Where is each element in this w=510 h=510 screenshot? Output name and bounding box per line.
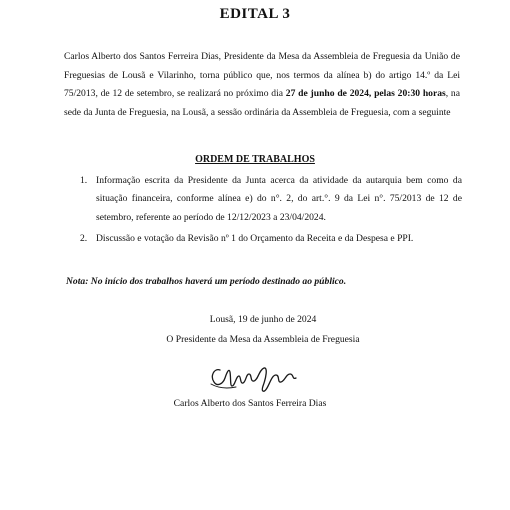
public-period-note: Nota: No início dos trabalhos haverá um período destinado ao público.	[66, 276, 347, 287]
agenda-item	[80, 172, 462, 227]
agenda-item-text: Discussão e votação da Revisão nº 1 do Orçamento da Receita e da Despesa e PPI.	[96, 233, 414, 245]
agenda-list	[80, 172, 462, 249]
handwritten-signature	[206, 362, 302, 396]
place-and-date: Lousã, 19 de junho de 2024	[209, 314, 317, 325]
agenda-item	[80, 230, 462, 248]
agenda-item-number: 2.	[80, 233, 88, 245]
agenda-item-number: 1.	[80, 175, 88, 186]
intro-text-end: , na sede da Junta de Freguesia, na Lousã, a sessão ordinária da Assembleia de Freguesia, com a seguinte	[64, 88, 460, 118]
agenda-title: ORDEM DE TRABALHOS	[195, 154, 315, 165]
signer-role: O Presidente da Mesa da Assembleia de Freguesia	[166, 334, 360, 345]
agenda-item-text: Informação escrita da Presidente da Junta acerca da atividade da autarquia bem como da situação financeira, conforme alínea e) do n°. 2, do art.°. 9 da Lei n°. 75/2013 de 12 de setembro, referente ao período de 12/12/2023 a 23/04/2024.	[96, 175, 462, 223]
intro-paragraph	[64, 48, 460, 122]
document-title: EDITAL 3	[219, 6, 291, 22]
intro-text-start: Carlos Alberto dos Santos Ferreira Dias, Presidente da Mesa da Assembleia de Freguesia da União de Freguesias de Lousã e Vilarinho, torna público que, nos termos da alínea b) do artigo 14.º da Lei 75/2013, de 12 de setembro, se realizará no próximo dia	[64, 51, 460, 100]
signer-name: Carlos Alberto dos Santos Ferreira Dias	[173, 398, 327, 409]
meeting-date-time: 27 de junho de 2024, pelas 20:30 horas	[285, 88, 446, 100]
